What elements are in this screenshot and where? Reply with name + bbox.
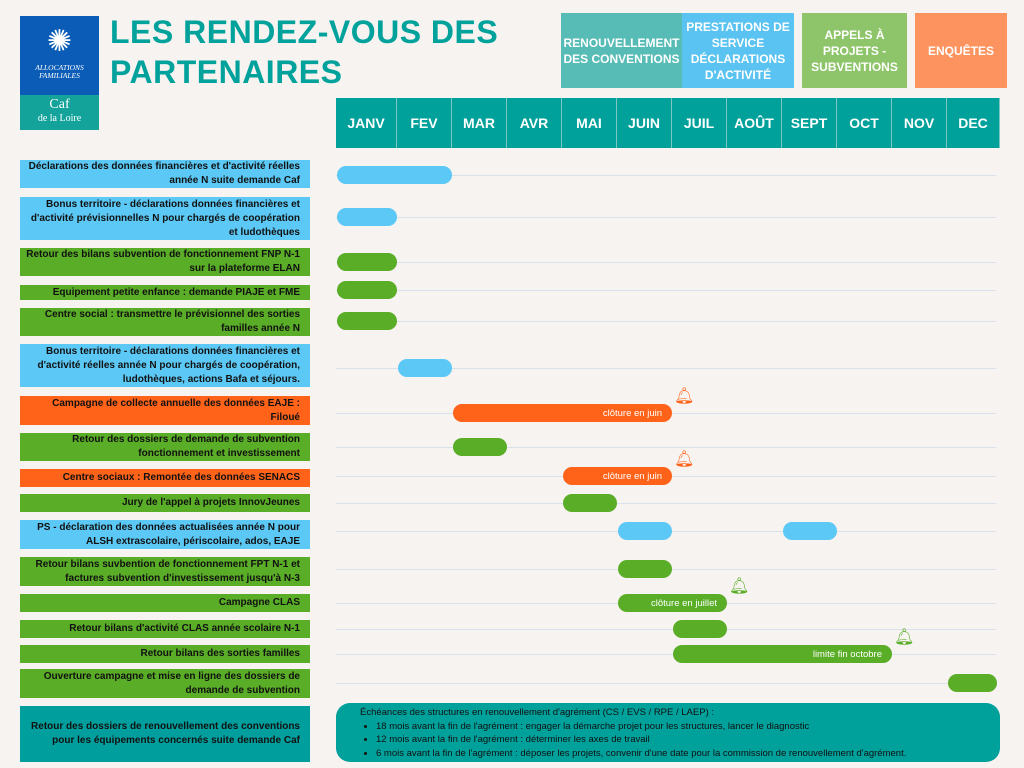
month-header-cell: DEC: [947, 98, 1000, 148]
row-label-8: Retour des dossiers de demande de subvention fonctionnement et investissement: [20, 433, 310, 461]
info-heading: Échéances des structures en renouvellement d'agrément (CS / EVS / RPE / LAEP) :: [360, 707, 715, 718]
row-label-2: Bonus territoire - déclarations données financières et d'activité prévisionnelles N pour chargés de coopération et ludothèques: [20, 197, 310, 240]
month-header-cell: JUIN: [617, 98, 672, 148]
row-label-1: Déclarations des données financières et d'activité réelles année N suite demande Caf: [20, 160, 310, 188]
row-label-7: Campagne de collecte annuelle des données EAJE : Filoué: [20, 396, 310, 425]
month-header-cell: JUIL: [672, 98, 727, 148]
month-header-cell: MAI: [562, 98, 617, 148]
legend-item: APPELS À PROJETS - SUBVENTIONS: [802, 13, 907, 88]
legend-item: ENQUÊTES: [915, 13, 1007, 88]
gridline: [336, 447, 996, 448]
month-header-cell: OCT: [837, 98, 892, 148]
row-label-15: Retour bilans des sorties familles: [20, 645, 310, 663]
row-label-5: Centre social : transmettre le prévisionnel des sorties familles année N: [20, 308, 310, 336]
gridline: [336, 321, 996, 322]
family-figures-icon: ✺: [46, 25, 73, 58]
month-header-cell: AOÛT: [727, 98, 782, 148]
timeline-bar: clôture en juin: [563, 467, 672, 485]
row-label-13: Campagne CLAS: [20, 594, 310, 612]
logo-caf: Caf: [49, 97, 70, 112]
caf-logo: [20, 16, 99, 130]
month-header-cell: FEV: [397, 98, 452, 148]
gridline: [336, 683, 996, 684]
gridline: [336, 217, 996, 218]
logo-text: ALLOCATIONS FAMILIALES: [35, 63, 84, 80]
timeline-bar: [337, 312, 397, 330]
timeline-bar: [398, 359, 452, 377]
timeline-bar: [618, 560, 672, 578]
row-label-6: Bonus territoire - déclarations données financières et d'activité réelles année N pour chargés de coopération, ludothèques, actions Bafa et séjours.: [20, 344, 310, 387]
row-label-16: Ouverture campagne et mise en ligne des dossiers de demande de subvention: [20, 669, 310, 698]
title-line-2: PARTENAIRES: [110, 54, 343, 90]
timeline-bar: [673, 620, 727, 638]
month-header-cell: AVR: [507, 98, 562, 148]
month-header-cell: SEPT: [782, 98, 837, 148]
timeline-bar: [337, 281, 397, 299]
timeline-bar: [453, 438, 507, 456]
title-line-1: LES RENDEZ-VOUS DES: [110, 14, 499, 50]
row-label-4: Equipement petite enfance : demande PIAJE et FME: [20, 285, 310, 300]
row-label-11: PS - déclaration des données actualisées année N pour ALSH extrascolaire, périscolaire, ados, EAJE: [20, 520, 310, 549]
timeline-bar: clôture en juin: [453, 404, 672, 422]
info-item: • 12 mois avant la fin de l'agrément : déterminer les axes de travail: [376, 733, 1000, 747]
month-header-cell: MAR: [452, 98, 507, 148]
page-title: [110, 12, 498, 92]
timeline-bar: [618, 522, 672, 540]
timeline-bar: clôture en juillet: [618, 594, 727, 612]
legend-item: RENOUVELLEMENT DES CONVENTIONS: [561, 13, 682, 88]
gridline: [336, 654, 996, 655]
timeline-bar: limite fin octobre: [673, 645, 892, 663]
row-label-17: Retour des dossiers de renouvellement des conventions pour les équipements concernés suite demande Caf: [20, 706, 310, 762]
timeline-bar: [337, 253, 397, 271]
gridline: [336, 290, 996, 291]
timeline-bar: [337, 208, 397, 226]
alarm-bell-icon: 🔔︎: [674, 388, 695, 405]
info-box: [336, 703, 1000, 762]
info-list: [360, 720, 1000, 761]
row-label-10: Jury de l'appel à projets InnovJeunes: [20, 494, 310, 512]
gridline: [336, 503, 996, 504]
info-item: • 6 mois avant la fin de l'agrément : déposer les projets, convenir d'une date pour la commission de renouvellement d'agrément.: [376, 747, 1000, 761]
logo-region: de la Loire: [37, 113, 82, 124]
timeline-bar: [337, 166, 452, 184]
alarm-bell-icon: 🔔︎: [674, 451, 695, 468]
row-label-14: Retour bilans d'activité CLAS année scolaire N-1: [20, 620, 310, 638]
alarm-bell-icon: 🔔︎: [729, 578, 750, 595]
row-label-12: Retour bilans suvbention de fonctionnement FPT N-1 et factures subvention d'investissement jusqu'à N-3: [20, 557, 310, 586]
gridline: [336, 262, 996, 263]
row-label-3: Retour des bilans subvention de fonctionnement FNP N-1 sur la plateforme ELAN: [20, 248, 310, 276]
info-item: • 18 mois avant la fin de l'agrément : engager la démarche projet pour les structures, lancer le diagnostic: [376, 720, 1000, 734]
timeline-bar: [563, 494, 617, 512]
month-header-cell: JANV: [336, 98, 397, 148]
alarm-bell-icon: 🔔︎: [894, 629, 915, 646]
month-header-cell: NOV: [892, 98, 947, 148]
timeline-bar: [783, 522, 837, 540]
timeline-bar: [948, 674, 997, 692]
row-label-9: Centre sociaux : Remontée des données SENACS: [20, 469, 310, 487]
legend-item: PRESTATIONS DE SERVICE DÉCLARATIONS D'ACTIVITÉ: [682, 13, 794, 88]
